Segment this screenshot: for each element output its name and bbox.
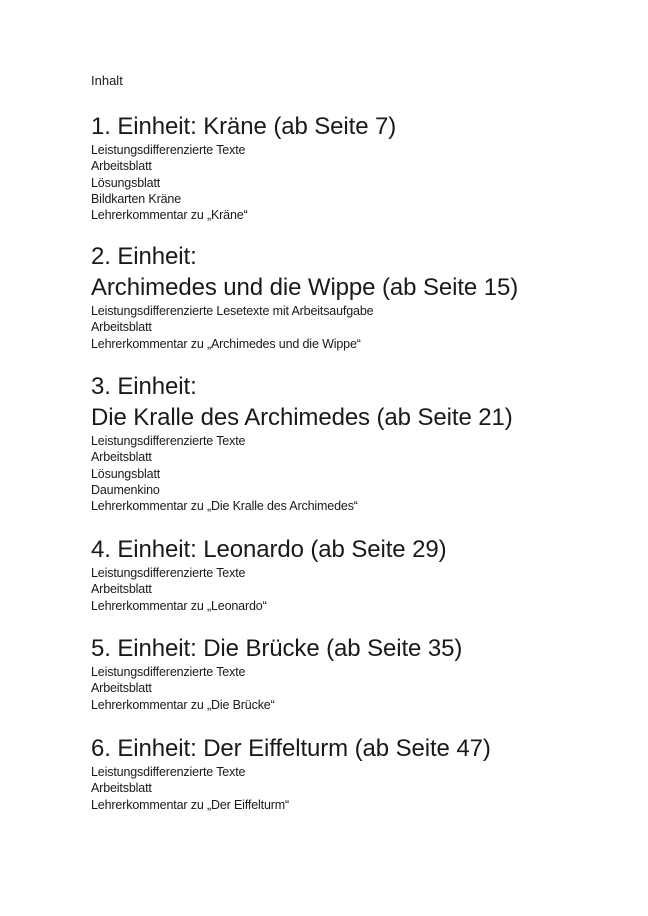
unit-item: Arbeitsblatt: [91, 781, 152, 796]
unit-item: Leistungsdifferenzierte Texte: [91, 665, 246, 679]
unit-item: Lehrerkommentar zu „Leonardo“: [91, 598, 267, 613]
unit-section: [91, 534, 631, 614]
unit-item: Leistungsdifferenzierte Texte: [91, 434, 246, 448]
unit-heading: [91, 111, 631, 142]
unit-heading-line: 6. Einheit: Der Eiffelturm (ab Seite 47): [91, 735, 491, 762]
unit-item: Lehrerkommentar zu „Die Kralle des Archimedes“: [91, 499, 358, 514]
unit-heading: [91, 371, 631, 433]
unit-item: Leistungsdifferenzierte Lesetexte mit Arbeitsaufgabe: [91, 304, 374, 318]
unit-item-list: [91, 764, 631, 813]
unit-item: Lehrerkommentar zu „Kräne“: [91, 208, 248, 223]
unit-item: Daumenkino: [91, 482, 160, 497]
unit-section: [91, 241, 631, 352]
unit-item-list: [91, 142, 631, 223]
unit-item: Arbeitsblatt: [91, 450, 152, 465]
unit-item: Arbeitsblatt: [91, 320, 152, 335]
unit-section: [91, 733, 631, 813]
unit-heading: [91, 241, 631, 303]
unit-item: Bildkarten Kräne: [91, 191, 182, 206]
unit-item: Arbeitsblatt: [91, 582, 152, 597]
unit-heading-line: 3. Einheit:: [91, 373, 197, 400]
unit-item-list: [91, 303, 631, 352]
unit-item: Lehrerkommentar zu „Der Eiffelturm“: [91, 797, 290, 812]
unit-item: Leistungsdifferenzierte Texte: [91, 566, 246, 580]
unit-item: Lehrerkommentar zu „Die Brücke“: [91, 697, 275, 712]
unit-heading-line: Die Kralle des Archimedes (ab Seite 21): [91, 404, 513, 431]
unit-heading-line: Archimedes und die Wippe (ab Seite 15): [91, 274, 519, 301]
toc-title: Inhalt: [91, 73, 123, 88]
unit-section: [91, 371, 631, 514]
unit-item-list: [91, 664, 631, 713]
unit-item-list: [91, 565, 631, 614]
unit-item: Lehrerkommentar zu „Archimedes und die Wippe“: [91, 336, 361, 351]
unit-heading: [91, 733, 631, 764]
unit-heading-line: 2. Einheit:: [91, 243, 197, 270]
unit-item: Lösungsblatt: [91, 466, 161, 481]
unit-heading: [91, 633, 631, 664]
unit-heading-line: 4. Einheit: Leonardo (ab Seite 29): [91, 536, 447, 563]
unit-item: Lösungsblatt: [91, 175, 161, 190]
unit-item: Leistungsdifferenzierte Texte: [91, 765, 246, 779]
unit-item: Arbeitsblatt: [91, 681, 152, 696]
unit-item: Leistungsdifferenzierte Texte: [91, 143, 246, 157]
unit-section: [91, 111, 631, 223]
unit-heading-line: 1. Einheit: Kräne (ab Seite 7): [91, 113, 397, 140]
unit-section: [91, 633, 631, 713]
unit-heading-line: 5. Einheit: Die Brücke (ab Seite 35): [91, 635, 463, 662]
unit-heading: [91, 534, 631, 565]
unit-item-list: [91, 433, 631, 514]
unit-item: Arbeitsblatt: [91, 159, 152, 174]
